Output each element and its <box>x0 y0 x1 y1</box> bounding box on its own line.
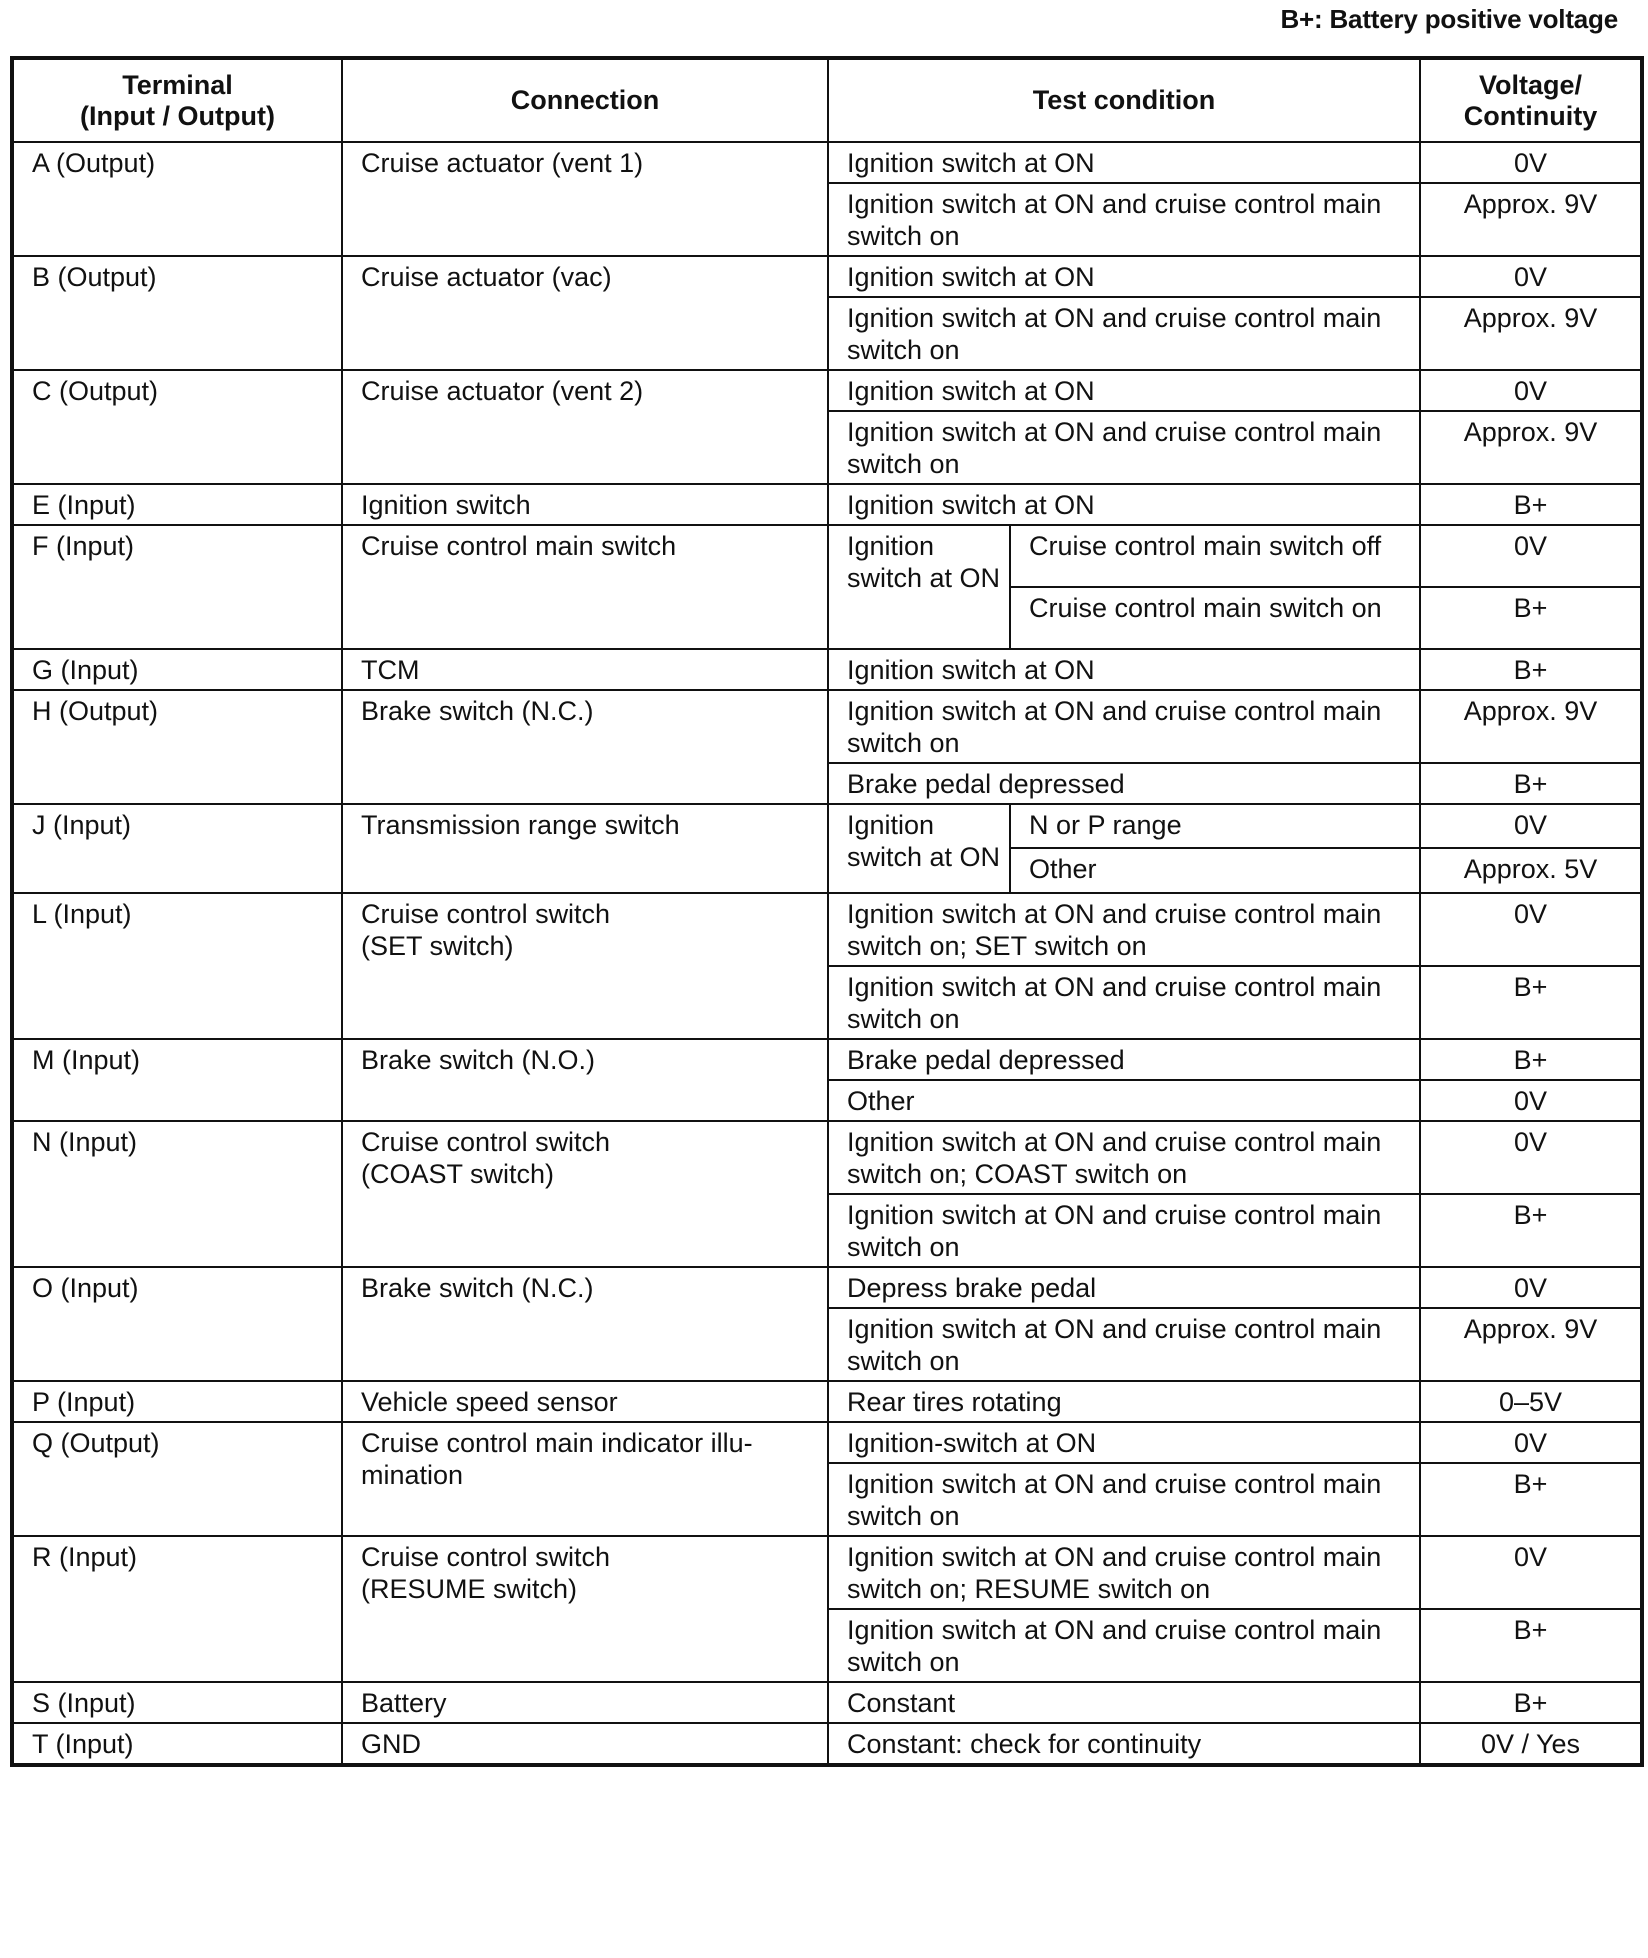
condition-cell: Ignition switch at ON <box>828 142 1420 183</box>
terminal-cell: T (Input) <box>12 1723 342 1765</box>
connection-cell: Brake switch (N.C.) <box>342 690 828 804</box>
voltage-cell: Approx. 9V <box>1420 1308 1642 1381</box>
condition-cell: Ignition switch at ON and cruise control main switch on <box>828 411 1420 484</box>
terminal-cell: E (Input) <box>12 484 342 525</box>
voltage-cell: B+ <box>1420 1682 1642 1723</box>
voltage-cell: 0V <box>1420 525 1642 587</box>
voltage-cell: 0V <box>1420 256 1642 297</box>
voltage-cell: 0V <box>1420 1121 1642 1194</box>
table-row <box>12 142 1642 183</box>
voltage-cell: Approx. 5V <box>1420 848 1642 893</box>
voltage-cell: Approx. 9V <box>1420 411 1642 484</box>
connection-cell: Cruise actuator (vac) <box>342 256 828 370</box>
condition-cell: Ignition switch at ON <box>828 649 1420 690</box>
terminal-cell: R (Input) <box>12 1536 342 1682</box>
voltage-cell: B+ <box>1420 484 1642 525</box>
terminal-cell: O (Input) <box>12 1267 342 1381</box>
voltage-cell: B+ <box>1420 763 1642 804</box>
voltage-cell: B+ <box>1420 1463 1642 1536</box>
voltage-cell: B+ <box>1420 649 1642 690</box>
table-row <box>12 804 1642 848</box>
table-row <box>12 893 1642 966</box>
terminal-cell: Q (Output) <box>12 1422 342 1536</box>
voltage-cell: B+ <box>1420 587 1642 649</box>
terminal-spec-table <box>10 56 1644 1767</box>
terminal-cell: H (Output) <box>12 690 342 804</box>
condition-cell: Ignition-switch at ON <box>828 1422 1420 1463</box>
header-connection: Connection <box>342 58 828 142</box>
condition-cell: Rear tires rotating <box>828 1381 1420 1422</box>
condition-cell: Depress brake pedal <box>828 1267 1420 1308</box>
condition-cell: Cruise control main switch off <box>1010 525 1420 587</box>
connection-cell: Cruise actuator (vent 2) <box>342 370 828 484</box>
voltage-cell: B+ <box>1420 1609 1642 1682</box>
voltage-cell: 0V <box>1420 1267 1642 1308</box>
table-row <box>12 1381 1642 1422</box>
condition-group-cell: Ignition switch at ON <box>828 525 1010 649</box>
table-row <box>12 690 1642 763</box>
terminal-cell: J (Input) <box>12 804 342 893</box>
terminal-cell: B (Output) <box>12 256 342 370</box>
condition-cell: Constant: check for continuity <box>828 1723 1420 1765</box>
table-row <box>12 1121 1642 1194</box>
connection-cell: GND <box>342 1723 828 1765</box>
voltage-cell: 0V <box>1420 142 1642 183</box>
condition-cell: Ignition switch at ON <box>828 256 1420 297</box>
voltage-cell: Approx. 9V <box>1420 297 1642 370</box>
terminal-cell: S (Input) <box>12 1682 342 1723</box>
condition-cell: Cruise control main switch on <box>1010 587 1420 649</box>
voltage-cell: 0V <box>1420 804 1642 848</box>
terminal-cell: A (Output) <box>12 142 342 256</box>
voltage-cell: 0V <box>1420 1536 1642 1609</box>
table-row <box>12 1682 1642 1723</box>
connection-cell: Ignition switch <box>342 484 828 525</box>
connection-cell: Brake switch (N.C.) <box>342 1267 828 1381</box>
table-row <box>12 525 1642 587</box>
voltage-cell: 0V <box>1420 1080 1642 1121</box>
terminal-cell: P (Input) <box>12 1381 342 1422</box>
condition-cell: Other <box>1010 848 1420 893</box>
terminal-cell: N (Input) <box>12 1121 342 1267</box>
voltage-cell: 0V / Yes <box>1420 1723 1642 1765</box>
table-row <box>12 1536 1642 1609</box>
header-row <box>12 58 1642 142</box>
condition-cell: Ignition switch at ON and cruise control main switch on; COAST switch on <box>828 1121 1420 1194</box>
condition-cell: Ignition switch at ON and cruise control main switch on <box>828 1308 1420 1381</box>
terminal-cell: G (Input) <box>12 649 342 690</box>
connection-cell: Cruise control switch (RESUME switch) <box>342 1536 828 1682</box>
header-terminal: Terminal (Input / Output) <box>12 58 342 142</box>
voltage-cell: 0V <box>1420 893 1642 966</box>
header-voltage-continuity: Voltage/ Continuity <box>1420 58 1642 142</box>
condition-cell: Ignition switch at ON <box>828 370 1420 411</box>
condition-cell: Ignition switch at ON and cruise control main switch on <box>828 1609 1420 1682</box>
condition-cell: Ignition switch at ON and cruise control main switch on <box>828 1463 1420 1536</box>
battery-voltage-note: B+: Battery positive voltage <box>1280 4 1618 34</box>
condition-cell: Ignition switch at ON and cruise control main switch on <box>828 966 1420 1039</box>
header-test-condition: Test condition <box>828 58 1420 142</box>
voltage-cell: 0V <box>1420 370 1642 411</box>
voltage-cell: B+ <box>1420 1194 1642 1267</box>
voltage-cell: 0V <box>1420 1422 1642 1463</box>
condition-cell: Brake pedal depressed <box>828 763 1420 804</box>
terminal-cell: C (Output) <box>12 370 342 484</box>
table-row <box>12 1267 1642 1308</box>
condition-cell: Ignition switch at ON <box>828 484 1420 525</box>
voltage-cell: Approx. 9V <box>1420 183 1642 256</box>
condition-cell: Other <box>828 1080 1420 1121</box>
voltage-cell: B+ <box>1420 966 1642 1039</box>
condition-cell: N or P range <box>1010 804 1420 848</box>
condition-cell: Brake pedal depressed <box>828 1039 1420 1080</box>
condition-cell: Ignition switch at ON and cruise control main switch on <box>828 1194 1420 1267</box>
terminal-cell: M (Input) <box>12 1039 342 1121</box>
table-row <box>12 649 1642 690</box>
connection-cell: Cruise control main indicator illu- mination <box>342 1422 828 1536</box>
condition-cell: Ignition switch at ON and cruise control main switch on <box>828 183 1420 256</box>
connection-cell: Cruise control switch (COAST switch) <box>342 1121 828 1267</box>
terminal-cell: L (Input) <box>12 893 342 1039</box>
voltage-cell: Approx. 9V <box>1420 690 1642 763</box>
table-row <box>12 1039 1642 1080</box>
voltage-cell: B+ <box>1420 1039 1642 1080</box>
connection-cell: TCM <box>342 649 828 690</box>
connection-cell: Cruise actuator (vent 1) <box>342 142 828 256</box>
connection-cell: Cruise control switch (SET switch) <box>342 893 828 1039</box>
condition-cell: Ignition switch at ON and cruise control main switch on <box>828 297 1420 370</box>
condition-cell: Constant <box>828 1682 1420 1723</box>
connection-cell: Brake switch (N.O.) <box>342 1039 828 1121</box>
condition-cell: Ignition switch at ON and cruise control main switch on; SET switch on <box>828 893 1420 966</box>
table-row <box>12 1422 1642 1463</box>
connection-cell: Transmission range switch <box>342 804 828 893</box>
voltage-cell: 0–5V <box>1420 1381 1642 1422</box>
condition-cell: Ignition switch at ON and cruise control main switch on; RESUME switch on <box>828 1536 1420 1609</box>
table-row <box>12 256 1642 297</box>
connection-cell: Cruise control main switch <box>342 525 828 649</box>
table-row <box>12 484 1642 525</box>
condition-cell: Ignition switch at ON and cruise control main switch on <box>828 690 1420 763</box>
connection-cell: Battery <box>342 1682 828 1723</box>
table-row <box>12 370 1642 411</box>
table-row <box>12 1723 1642 1765</box>
terminal-cell: F (Input) <box>12 525 342 649</box>
connection-cell: Vehicle speed sensor <box>342 1381 828 1422</box>
condition-group-cell: Ignition switch at ON <box>828 804 1010 893</box>
